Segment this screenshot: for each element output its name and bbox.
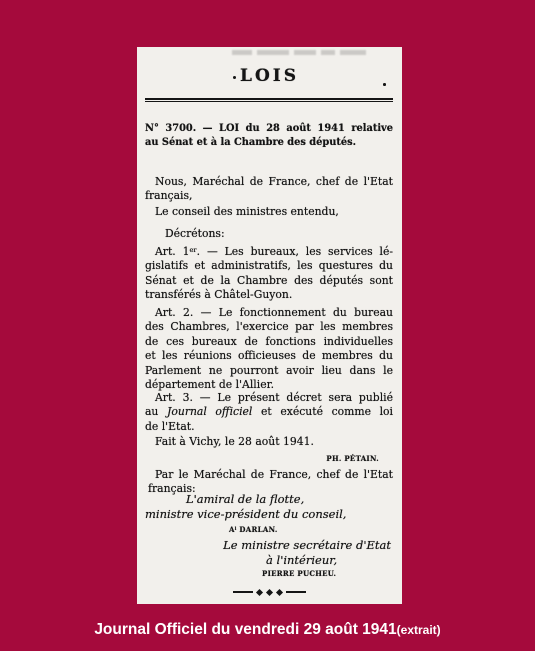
signature-darlan-surname: DARLAN. (236, 525, 278, 534)
signatory-2-name (145, 567, 393, 581)
article-1-label-period: . (196, 245, 201, 258)
ornament-diamond (256, 588, 263, 595)
signature-petain: PH. PÉTAIN. (326, 454, 379, 463)
article-2 (145, 306, 393, 392)
law-heading-line: au Sénat et à la Chambre des députés. (145, 137, 357, 149)
ornament-diamond (276, 588, 283, 595)
article-1-label-superscript: er (189, 246, 197, 254)
preamble-line: français, (145, 189, 193, 203)
header-double-rule (145, 98, 393, 102)
article-1-line (145, 245, 393, 259)
section-title: LOIS (240, 66, 299, 86)
signature-pucheu: PIERRE PUCHEU. (262, 569, 337, 578)
article-1 (145, 245, 393, 303)
done-at-line: Fait à Vichy, le 28 août 1941. (155, 435, 314, 448)
council-line: Le conseil des ministres entendu, (155, 205, 339, 218)
article-3-line (145, 405, 393, 419)
article-1-line: transférés à Châtel-Guyon. (145, 288, 293, 302)
signatory-1-title-line: ministre vice-président du conseil, (145, 507, 347, 521)
article-1-text: — Les bureaux, les services lé- (206, 245, 393, 258)
preamble-line: Nous, Maréchal de France, chef de l'Etat (155, 175, 393, 188)
article-2-line: Art. 2. — Le fonctionnement du bureau (155, 306, 393, 319)
ornament-diamond (266, 588, 273, 595)
article-2-line: département de l'Allier. (145, 378, 274, 392)
article-2-line: de ces bureaux de fonctions individuelles (145, 334, 393, 348)
article-2-line: des Chambres, l'exercice par les membres (145, 320, 393, 334)
article-3-text: au (145, 405, 159, 419)
caption-note: (extrait) (396, 623, 441, 637)
article-1-line: Sénat et de la Chambre des députés sont (145, 273, 393, 287)
title-dot-right (383, 83, 386, 86)
article-1-label: Art. 1 (155, 245, 190, 258)
clipped-previous-article-residue (232, 50, 366, 55)
preamble (145, 175, 393, 204)
countersign-line: Par le Maréchal de France, chef de l'Etat (155, 468, 393, 481)
signatory-1-name (145, 523, 393, 537)
article-2-line: Parlement ne pourront avoir lieu dans le (145, 363, 393, 377)
signature-darlan-prefix: A (229, 525, 235, 534)
ornament-rule (286, 591, 306, 593)
signature-darlan (145, 523, 393, 537)
article-1-line: gislatifs et administratifs, les questures du (145, 259, 393, 273)
article-3 (145, 391, 393, 434)
signature-darlan-superscript: l (234, 527, 237, 533)
article-3-text: et exécuté comme loi (261, 405, 394, 419)
signatory-2-title (145, 538, 393, 568)
head-of-state-signature (145, 452, 393, 466)
signatory-2-title-line: à l'intérieur, (266, 553, 338, 567)
signatory-1-title-line: L'amiral de la flotte, (186, 492, 305, 506)
closing-ornament (137, 588, 402, 596)
law-heading-line: N° 3700. — LOI du 28 août 1941 relative (145, 123, 393, 134)
decree-statement (145, 227, 393, 241)
law-heading (145, 122, 393, 151)
journal-officiel-title: Journal officiel (167, 405, 253, 419)
council-statement (145, 205, 393, 219)
done-at (145, 435, 393, 449)
image-caption (0, 619, 535, 641)
newspaper-clipping (137, 47, 402, 604)
caption-title: Journal Officiel du vendredi 29 août 1941 (94, 621, 397, 638)
ornament-rule (233, 591, 253, 593)
signatory-2-title-line: Le ministre secrétaire d'Etat (223, 538, 391, 552)
article-3-line: Art. 3. — Le présent décret sera publié (155, 391, 393, 404)
article-3-line: de l'Etat. (145, 419, 195, 433)
article-2-line: et les réunions officieuses de membres du (145, 349, 393, 363)
signatory-1-title (145, 492, 393, 522)
decree-line: Décrétons: (165, 227, 225, 240)
countersign-line: français: (148, 482, 196, 496)
